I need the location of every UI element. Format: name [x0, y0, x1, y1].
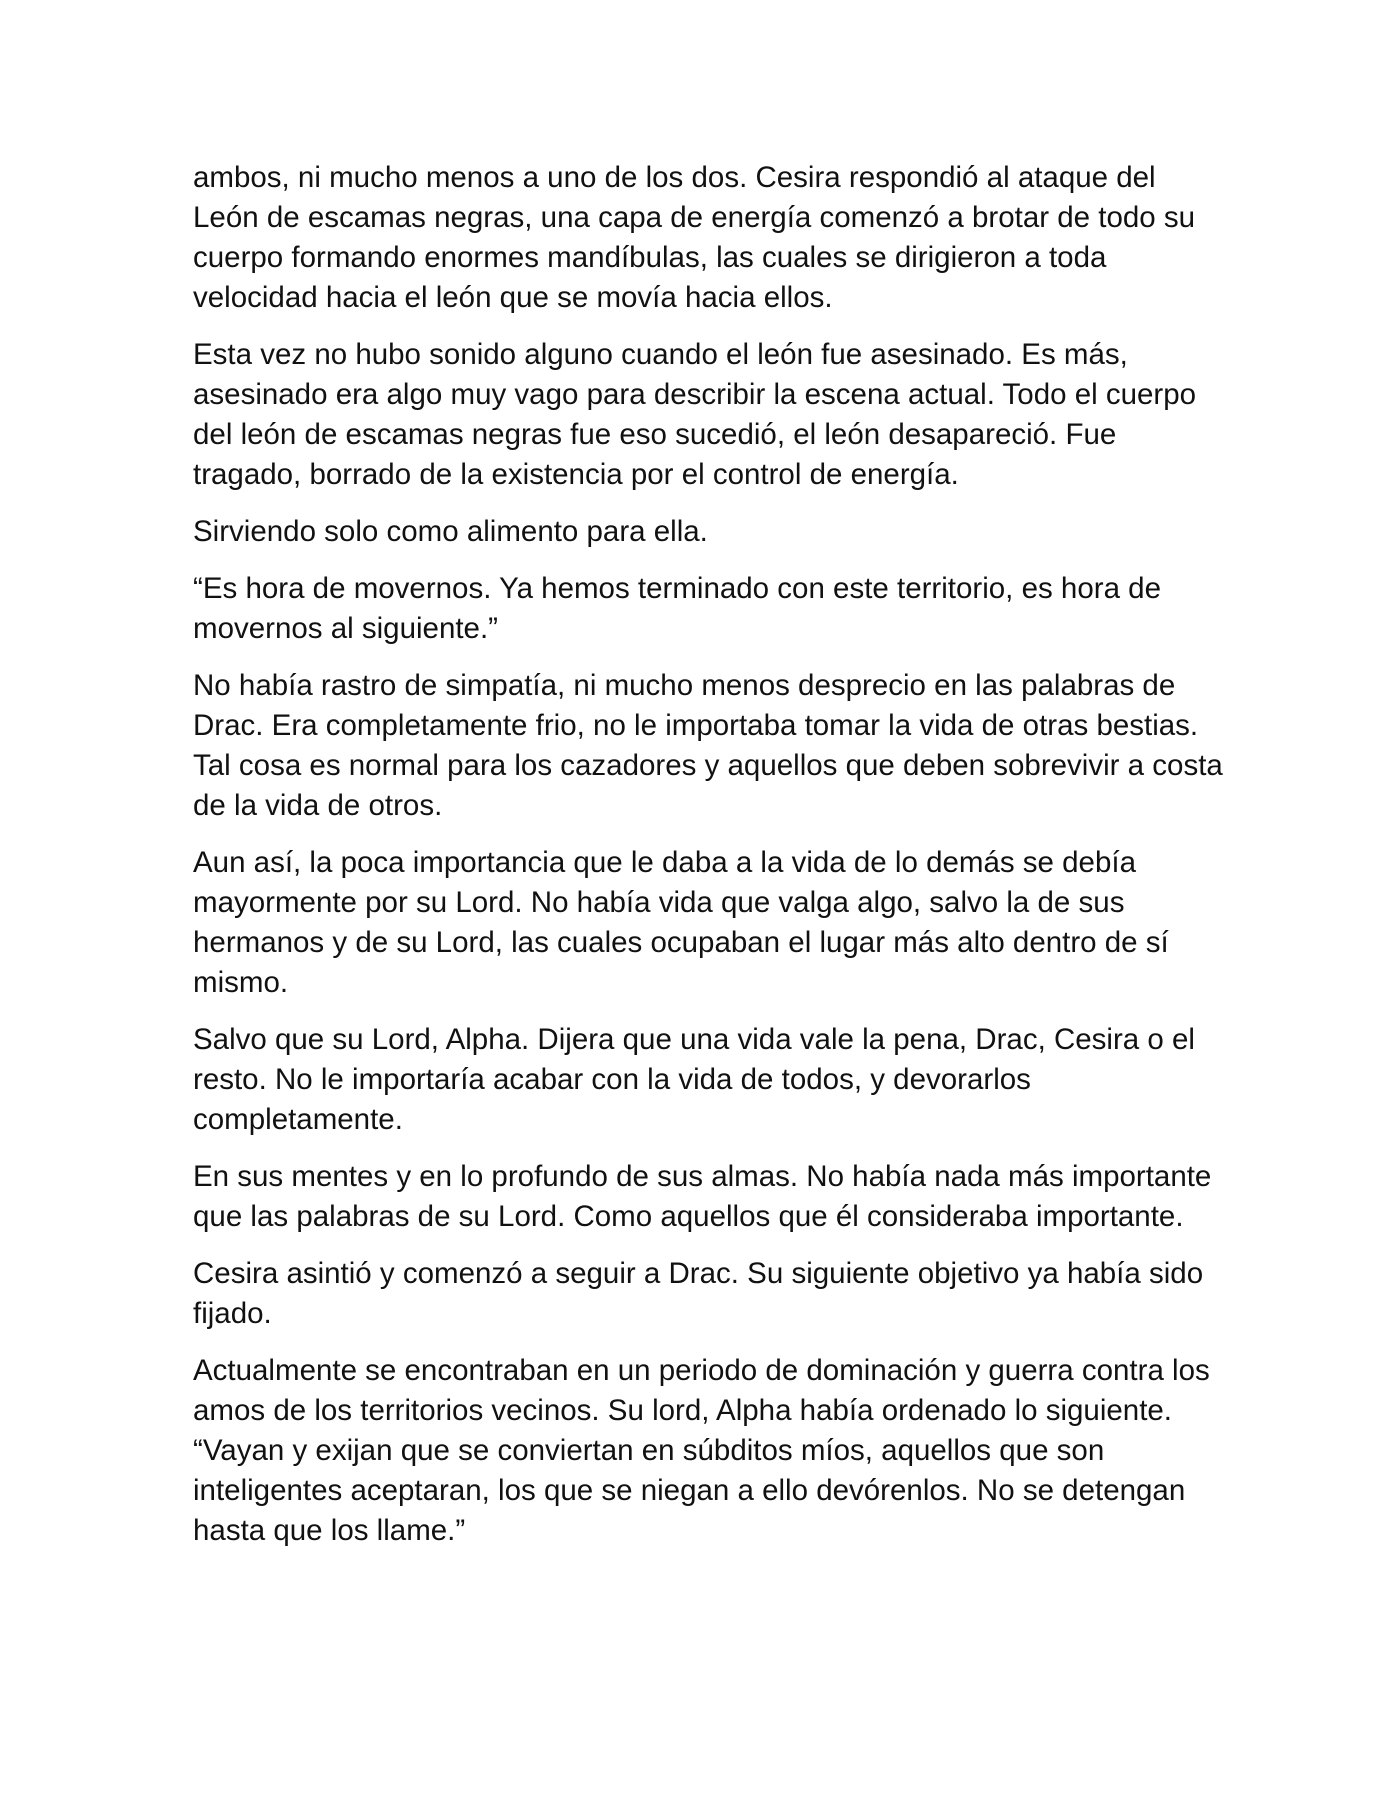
- paragraph: Salvo que su Lord, Alpha. Dijera que una vida vale la pena, Drac, Cesira o el resto. No le importaría acabar con la vida de todos, y devorarlos completamente.: [193, 1023, 1195, 1136]
- paragraph: Cesira asintió y comenzó a seguir a Drac. Su siguiente objetivo ya había sido fijado.: [193, 1257, 1204, 1330]
- paragraph: ambos, ni mucho menos a uno de los dos. Cesira respondió al ataque del León de escamas negras, una capa de energía comenzó a brotar de todo su cuerpo formando enormes mandíbulas, las cuales se dirigieron a toda velocidad hacia el león que se movía hacia ellos.: [193, 161, 1196, 314]
- paragraph: Actualmente se encontraban en un periodo de dominación y guerra contra los amos de los territorios vecinos. Su lord, Alpha había ordenado lo siguiente. “Vayan y exijan que se conviertan en súbditos míos, aquellos que son inteligentes aceptaran, los que se niegan a ello devórenlos. No se detengan hasta que los llame.”: [193, 1354, 1210, 1547]
- paragraph: En sus mentes y en lo profundo de sus almas. No había nada más importante que las palabras de su Lord. Como aquellos que él consideraba importante.: [193, 1160, 1212, 1233]
- paragraph: Aun así, la poca importancia que le daba a la vida de lo demás se debía mayormente por su Lord. No había vida que valga algo, salvo la de sus hermanos y de su Lord, las cuales ocupaban el lugar más alto dentro de sí mismo.: [193, 846, 1169, 999]
- body-text: [193, 158, 1223, 1568]
- paragraph: Sirviendo solo como alimento para ella.: [193, 515, 708, 548]
- paragraph: No había rastro de simpatía, ni mucho menos desprecio en las palabras de Drac. Era completamente frio, no le importaba tomar la vida de otras bestias. Tal cosa es normal para los cazadores y aquellos que deben sobrevivir a costa de la vida de otros.: [193, 669, 1223, 822]
- paragraph: “Es hora de movernos. Ya hemos terminado con este territorio, es hora de movernos al siguiente.”: [193, 572, 1161, 645]
- paragraph: Esta vez no hubo sonido alguno cuando el león fue asesinado. Es más, asesinado era algo muy vago para describir la escena actual. Todo el cuerpo del león de escamas negras fue eso sucedió, el león desapareció. Fue tragado, borrado de la existencia por el control de energía.: [193, 338, 1197, 491]
